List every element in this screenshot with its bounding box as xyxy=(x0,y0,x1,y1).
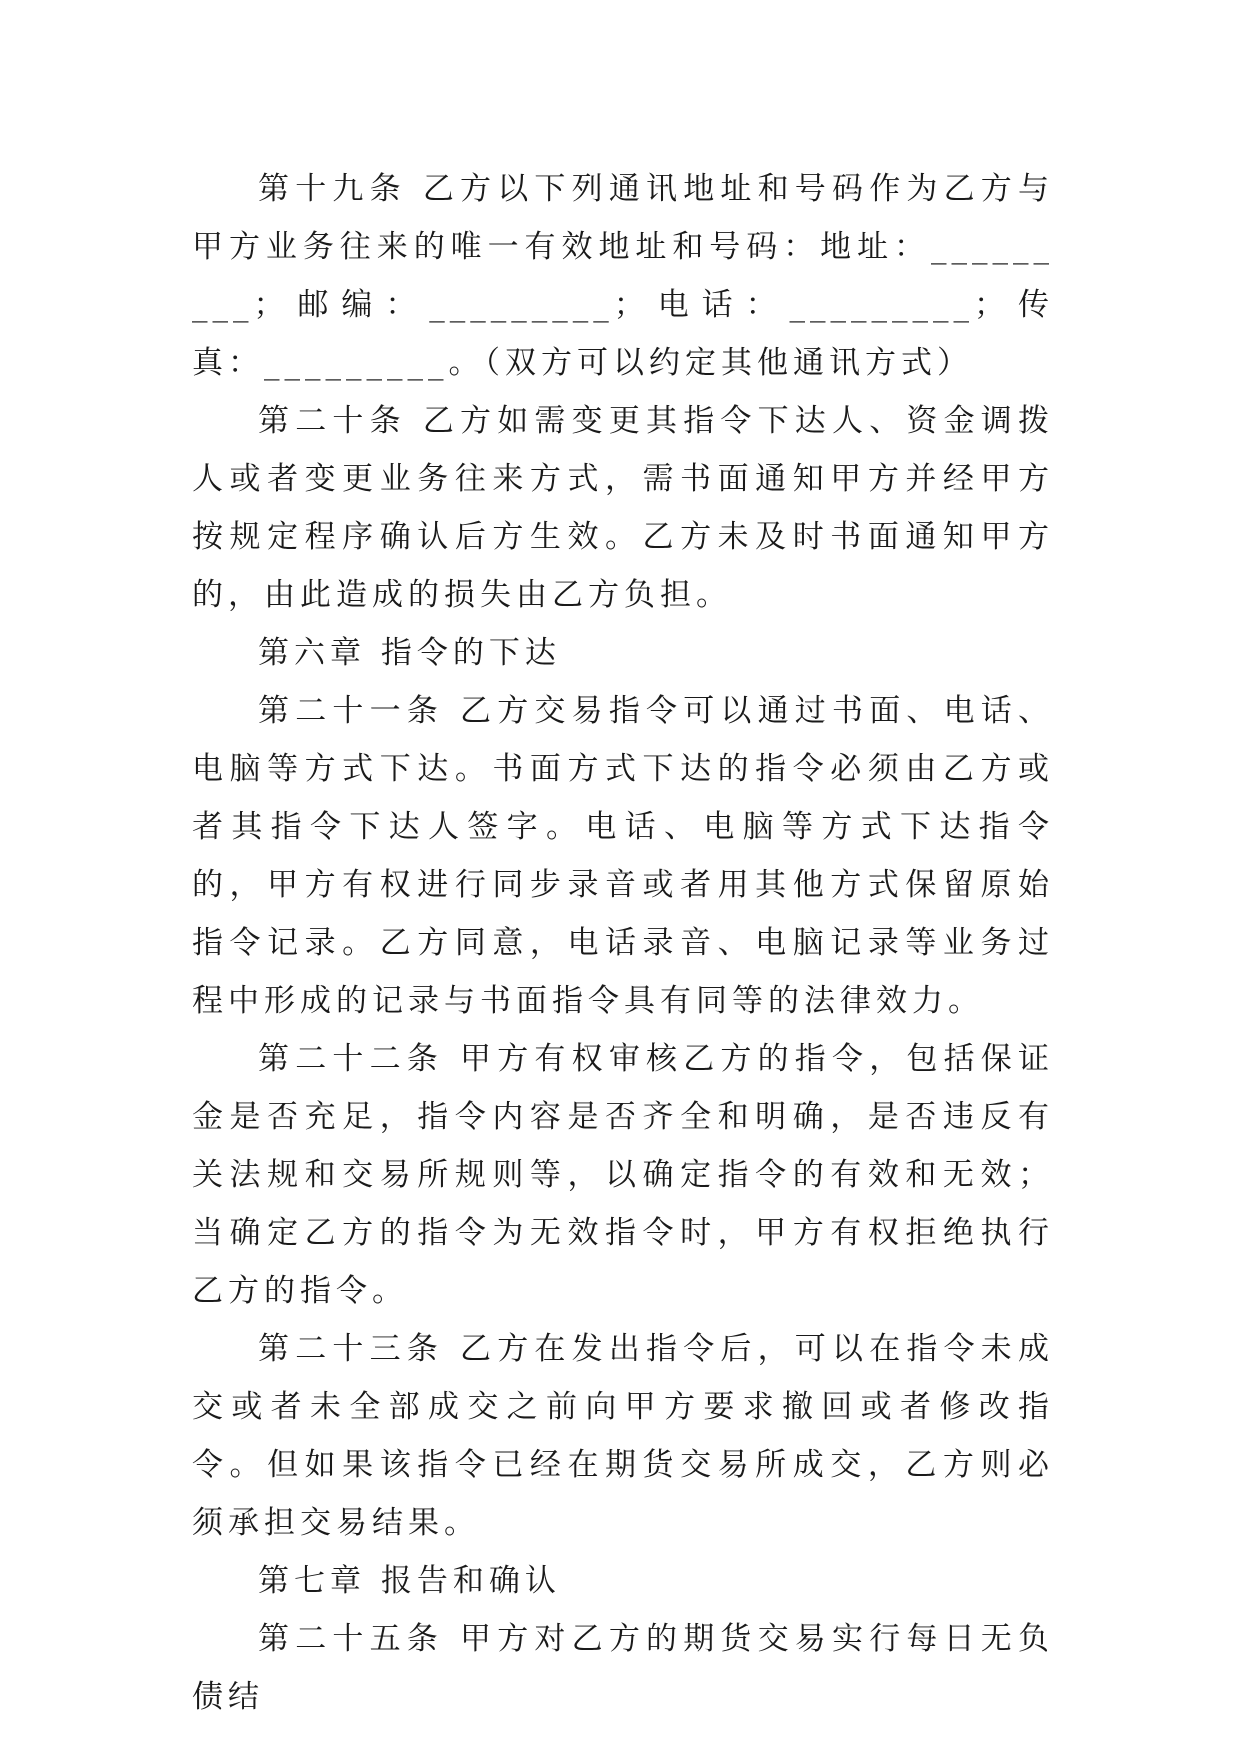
article-23-paragraph: 第二十三条 乙方在发出指令后，可以在指令未成交或者未全部成交之前向甲方要求撤回或者修改指令。但如果该指令已经在期货交易所成交，乙方则必须承担交易结果。 xyxy=(192,1331,1054,1541)
article-20-paragraph: 第二十条 乙方如需变更其指令下达人、资金调拨人或者变更业务往来方式，需书面通知甲方并经甲方按规定程序确认后方生效。乙方未及时书面通知甲方的，由此造成的损失由乙方负担。 xyxy=(192,403,1054,613)
article-22-paragraph: 第二十二条 甲方有权审核乙方的指令，包括保证金是否充足，指令内容是否齐全和明确，是否违反有关法规和交易所规则等，以确定指令的有效和无效；当确定乙方的指令为无效指令时，甲方有权拒绝执行乙方的指令。 xyxy=(192,1041,1054,1309)
article-25-paragraph: 第二十五条 甲方对乙方的期货交易实行每日无负债结 xyxy=(192,1621,1054,1715)
chapter-7-heading: 第七章 报告和确认 xyxy=(258,1563,561,1599)
article-19-paragraph: 第十九条 乙方以下列通讯地址和号码作为乙方与甲方业务往来的唯一有效地址和号码：地址：_________；邮编：_________；电话：_________；传真：_________。（双方可以约定其他通讯方式） xyxy=(192,171,1054,381)
article-21-paragraph: 第二十一条 乙方交易指令可以通过书面、电话、电脑等方式下达。书面方式下达的指令必须由乙方或者其指令下达人签字。电话、电脑等方式下达指令的，甲方有权进行同步录音或者用其他方式保留原始指令记录。乙方同意，电话录音、电脑记录等业务过程中形成的记录与书面指令具有同等的法律效力。 xyxy=(192,693,1054,1019)
chapter-6-heading: 第六章 指令的下达 xyxy=(258,635,561,671)
document-page xyxy=(192,160,1054,1726)
